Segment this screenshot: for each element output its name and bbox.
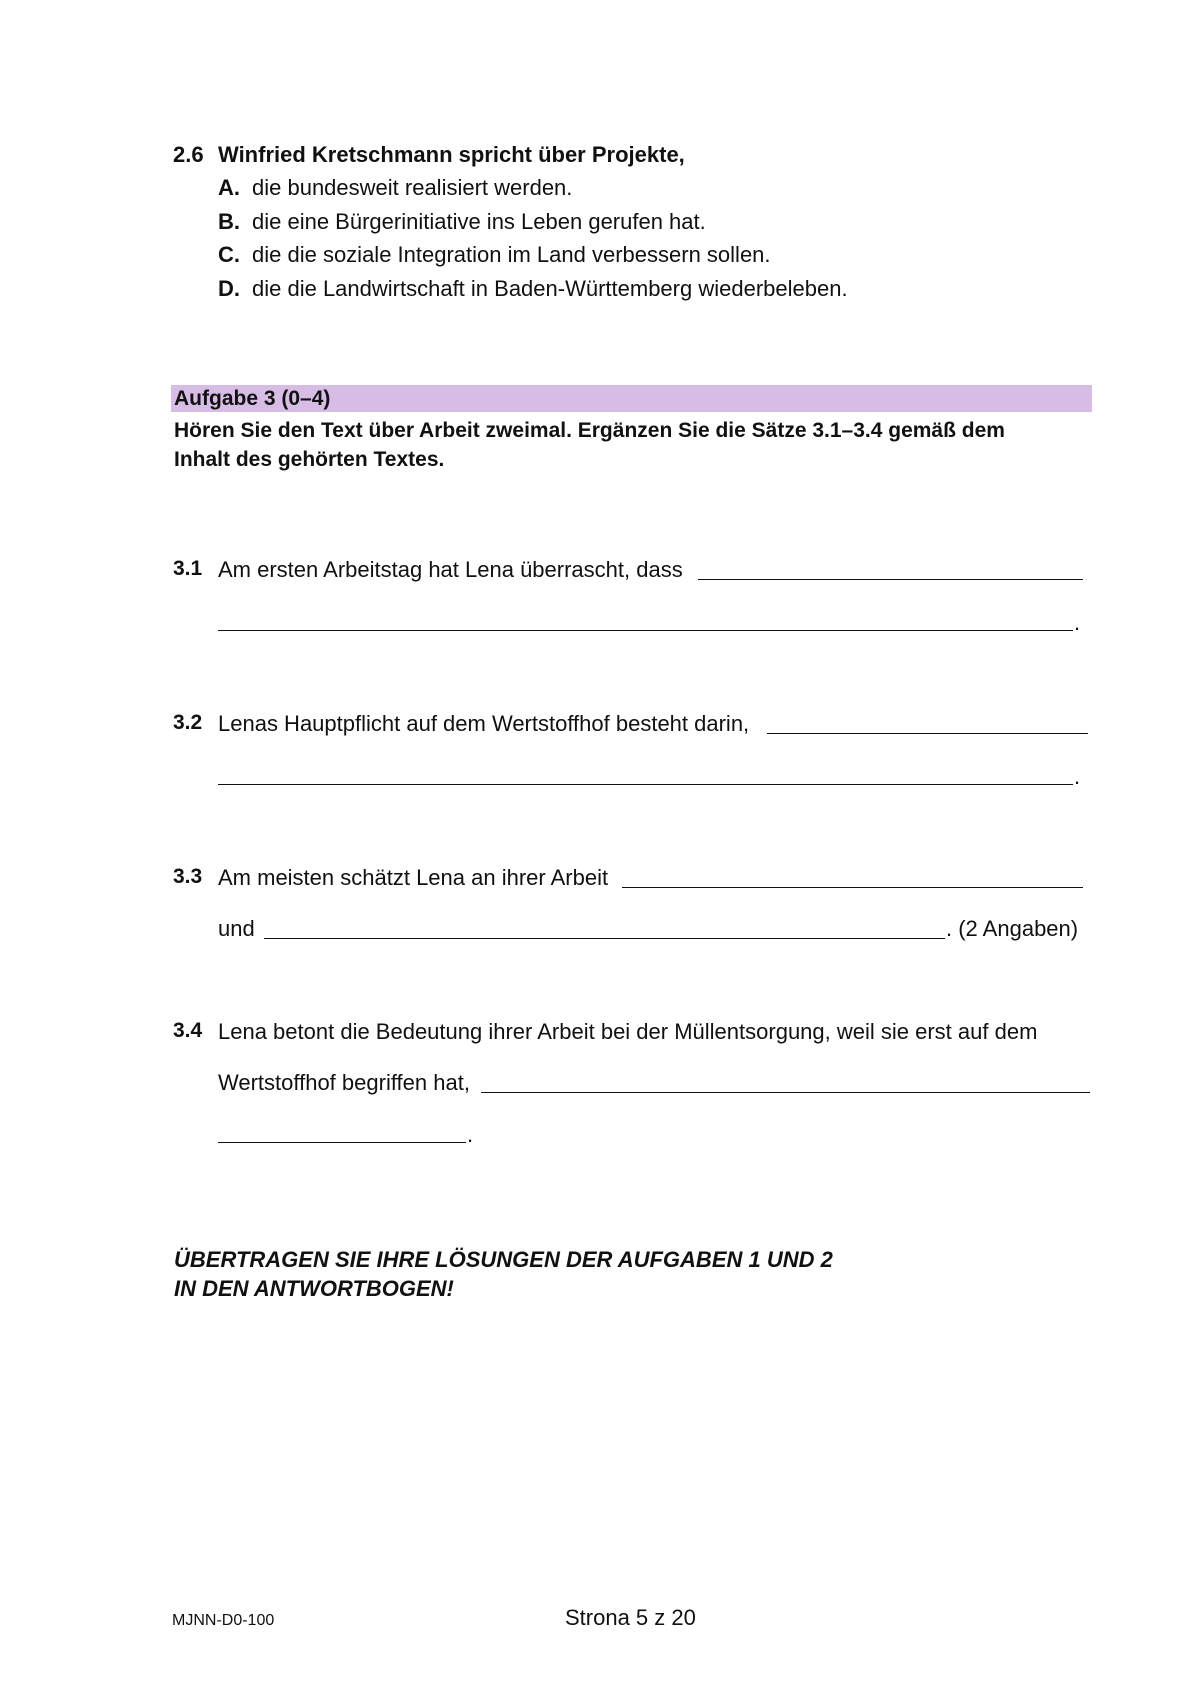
option-c[interactable] bbox=[218, 242, 771, 268]
option-letter: D. bbox=[218, 276, 240, 301]
question-stem: Winfried Kretschmann spricht über Projekte, bbox=[218, 142, 685, 167]
transfer-note-line2: IN DEN ANTWORTBOGEN! bbox=[174, 1276, 454, 1301]
question-number: 2.6 bbox=[173, 142, 204, 167]
item-number: 3.4 bbox=[173, 1019, 203, 1042]
period: . bbox=[467, 1122, 474, 1147]
option-text: die die Landwirtschaft in Baden-Württemberg wiederbeleben. bbox=[252, 276, 848, 301]
item-number: 3.1 bbox=[173, 557, 203, 580]
answer-blank[interactable] bbox=[218, 1142, 466, 1143]
option-letter: C. bbox=[218, 242, 240, 267]
answer-blank[interactable] bbox=[218, 784, 1073, 785]
task-title: Aufgabe 3 (0–4) bbox=[174, 387, 331, 410]
answer-blank[interactable] bbox=[481, 1092, 1090, 1093]
item-text: Am meisten schätzt Lena an ihrer Arbeit bbox=[218, 865, 609, 890]
period: . bbox=[1074, 764, 1081, 789]
option-letter: A. bbox=[218, 175, 240, 200]
answer-blank[interactable] bbox=[622, 887, 1083, 888]
option-text: die die soziale Integration im Land verbessern sollen. bbox=[252, 242, 771, 267]
item-text-cont: und bbox=[218, 916, 255, 941]
item-note: . (2 Angaben) bbox=[946, 916, 1079, 941]
option-b[interactable] bbox=[218, 209, 706, 235]
page-number: Strona 5 z 20 bbox=[565, 1605, 696, 1630]
item-text: Lenas Hauptpflicht auf dem Wertstoffhof besteht darin, bbox=[218, 711, 750, 736]
answer-blank[interactable] bbox=[767, 733, 1088, 734]
task-instruction: Hören Sie den Text über Arbeit zweimal. Ergänzen Sie die Sätze 3.1–3.4 gemäß dem Inhalt des gehörten Textes. bbox=[174, 419, 1005, 471]
transfer-note bbox=[174, 1245, 833, 1303]
exam-code: MJNN-D0-100 bbox=[172, 1612, 275, 1629]
answer-blank[interactable] bbox=[264, 938, 945, 939]
option-d[interactable] bbox=[218, 276, 848, 302]
answer-blank[interactable] bbox=[698, 579, 1083, 580]
option-letter: B. bbox=[218, 209, 240, 234]
item-text: Lena betont die Bedeutung ihrer Arbeit bei der Müllentsorgung, weil sie erst auf dem bbox=[218, 1019, 1038, 1044]
option-a[interactable] bbox=[218, 175, 572, 201]
answer-blank[interactable] bbox=[218, 630, 1073, 631]
period: . bbox=[1074, 610, 1081, 635]
item-text: Am ersten Arbeitstag hat Lena überrascht, dass bbox=[218, 557, 683, 582]
item-text-cont: Wertstoffhof begriffen hat, bbox=[218, 1070, 470, 1095]
option-text: die eine Bürgerinitiative ins Leben gerufen hat. bbox=[252, 209, 706, 234]
transfer-note-line1: ÜBERTRAGEN SIE IHRE LÖSUNGEN DER AUFGABEN 1 UND 2 bbox=[174, 1247, 833, 1272]
item-number: 3.2 bbox=[173, 711, 203, 734]
item-number: 3.3 bbox=[173, 865, 203, 888]
option-text: die bundesweit realisiert werden. bbox=[252, 175, 573, 200]
